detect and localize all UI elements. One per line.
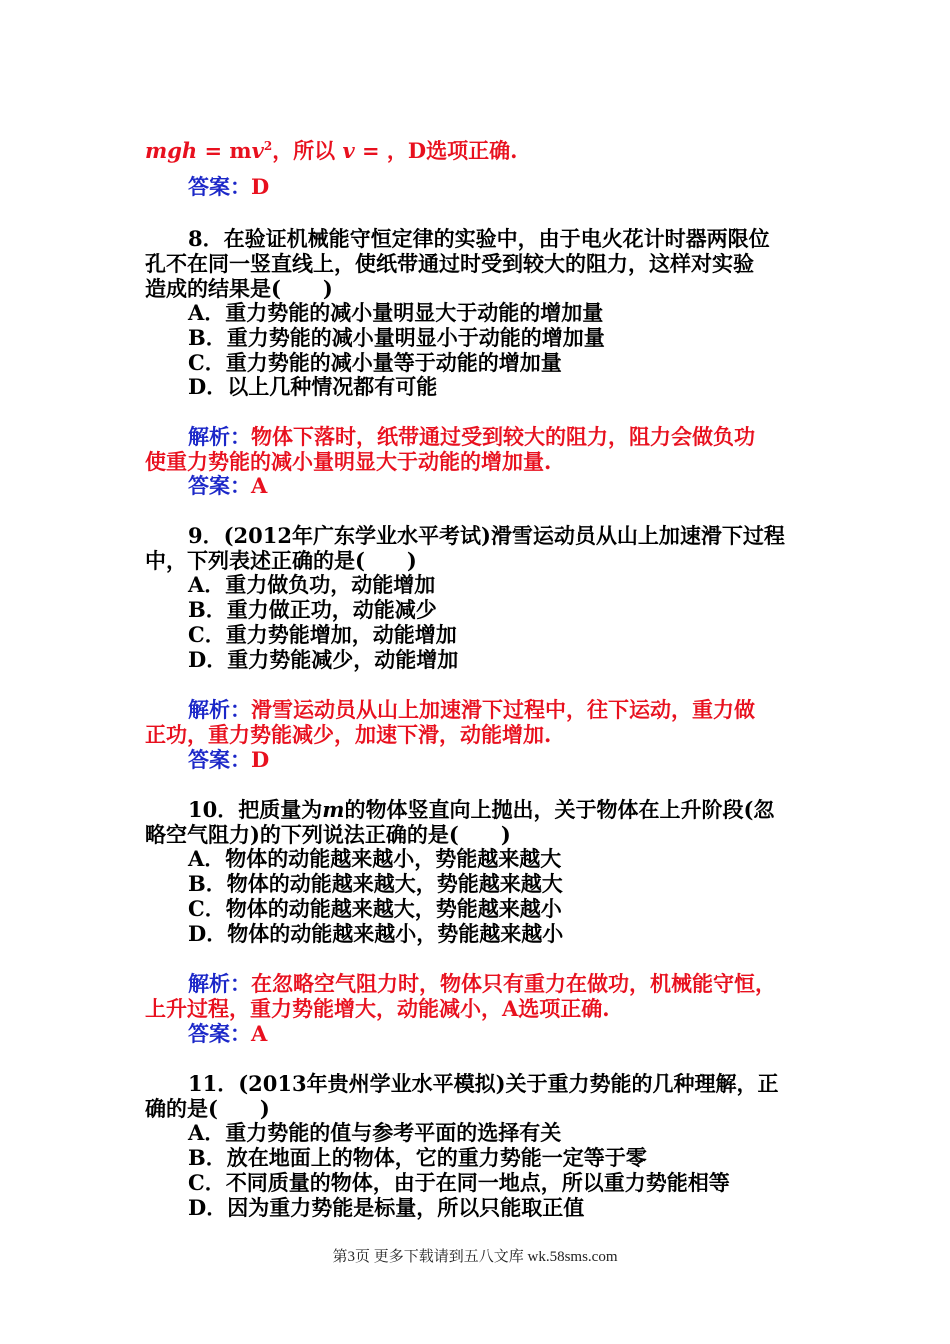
question-8-stem-1: 8．在验证机械能守恒定律的实验中，由于电火花计时器两限位 — [188, 226, 770, 251]
stem-part: 的物体竖直向上抛出，关于物体在上升阶段(忽 — [344, 797, 775, 822]
formula-line — [145, 138, 517, 164]
answer-value: A — [251, 473, 268, 498]
question-9-stem-1: 9．(2012年广东学业水平考试)滑雪运动员从山上加速滑下过程 — [188, 523, 785, 548]
question-10-option-d: D．物体的动能越来越小，势能越来越小 — [188, 921, 564, 946]
question-8-analysis-1 — [188, 424, 755, 450]
answer-label: 答案： — [188, 747, 251, 772]
question-9-stem-2: 中，下列表述正确的是( ) — [145, 548, 417, 573]
question-9-analysis-2: 正功，重力势能减少，加速下滑，动能增加. — [145, 722, 552, 747]
question-10-option-a: A．物体的动能越来越小，势能越来越大 — [188, 846, 562, 871]
formula-mgh: mgh — [145, 138, 198, 163]
question-10-analysis-1 — [188, 971, 776, 997]
question-9-option-d: D．重力势能减少，动能增加 — [188, 647, 459, 672]
analysis-label: 解析： — [188, 697, 251, 722]
question-10-option-c: C．物体的动能越来越大，势能越来越小 — [188, 896, 562, 921]
question-8-stem-3: 造成的结果是( ) — [145, 276, 333, 301]
question-11-option-b: B．放在地面上的物体，它的重力势能一定等于零 — [188, 1145, 647, 1170]
analysis-label: 解析： — [188, 424, 251, 449]
question-11-stem-2: 确的是( ) — [145, 1096, 270, 1121]
question-8-stem-2: 孔不在同一竖直线上，使纸带通过时受到较大的阻力，这样对实验 — [145, 251, 754, 276]
formula-v2: v — [342, 138, 355, 163]
question-9-option-b: B．重力做正功，动能减少 — [188, 597, 437, 622]
answer-label: 答案： — [188, 174, 251, 199]
question-8-option-b: B．重力势能的减小量明显小于动能的增加量 — [188, 325, 605, 350]
analysis-text: 在忽略空气阻力时，物体只有重力在做功，机械能守恒， — [251, 971, 776, 996]
formula-rest2: = ，D选项正确. — [354, 138, 518, 163]
question-9-analysis-1 — [188, 697, 755, 723]
question-11-option-a: A．重力势能的值与参考平面的选择有关 — [188, 1120, 562, 1145]
stem-part: 10．把质量为 — [188, 797, 323, 822]
question-8-option-c: C．重力势能的减小量等于动能的增加量 — [188, 350, 562, 375]
formula-rest1: ，所以 — [272, 138, 343, 163]
answer-value: D — [251, 174, 270, 199]
analysis-text: 物体下落时，纸带通过受到较大的阻力，阻力会做负功 — [251, 424, 755, 449]
question-10-option-b: B．物体的动能越来越大，势能越来越大 — [188, 871, 563, 896]
question-10-analysis-2: 上升过程，重力势能增大，动能减小，A选项正确. — [145, 996, 610, 1021]
question-9-option-c: C．重力势能增加，动能增加 — [188, 622, 457, 647]
answer-value: D — [251, 747, 270, 772]
formula-v: v — [251, 138, 264, 163]
question-10-answer — [188, 1021, 267, 1047]
formula-eq1: = m — [197, 138, 252, 163]
question-9-option-a: A．重力做负功，动能增加 — [188, 572, 436, 597]
formula-square: 2 — [263, 139, 273, 153]
question-8-option-d: D．以上几种情况都有可能 — [188, 374, 438, 399]
answer-label: 答案： — [188, 1021, 251, 1046]
question-8-answer — [188, 473, 267, 499]
question-9-answer — [188, 747, 269, 773]
question-8-analysis-2: 使重力势能的减小量明显大于动能的增加量. — [145, 449, 552, 474]
mass-symbol: m — [322, 797, 345, 822]
question-10-stem-2: 略空气阻力)的下列说法正确的是( ) — [145, 822, 511, 847]
answer-label: 答案： — [188, 473, 251, 498]
question-11-stem-1: 11．(2013年贵州学业水平模拟)关于重力势能的几种理解，正 — [188, 1071, 779, 1096]
question-11-option-d: D．因为重力势能是标量，所以只能取正值 — [188, 1195, 585, 1220]
question-10-stem-1 — [188, 797, 774, 823]
page-footer: 第3页 更多下载请到五八文库 wk.58sms.com — [332, 1249, 618, 1265]
answer-value: A — [251, 1021, 268, 1046]
analysis-text: 滑雪运动员从山上加速滑下过程中，往下运动，重力做 — [251, 697, 755, 722]
question-11-option-c: C．不同质量的物体，由于在同一地点，所以重力势能相等 — [188, 1170, 730, 1195]
analysis-label: 解析： — [188, 971, 251, 996]
answer-line — [188, 174, 269, 200]
question-8-option-a: A．重力势能的减小量明显大于动能的增加量 — [188, 300, 604, 325]
